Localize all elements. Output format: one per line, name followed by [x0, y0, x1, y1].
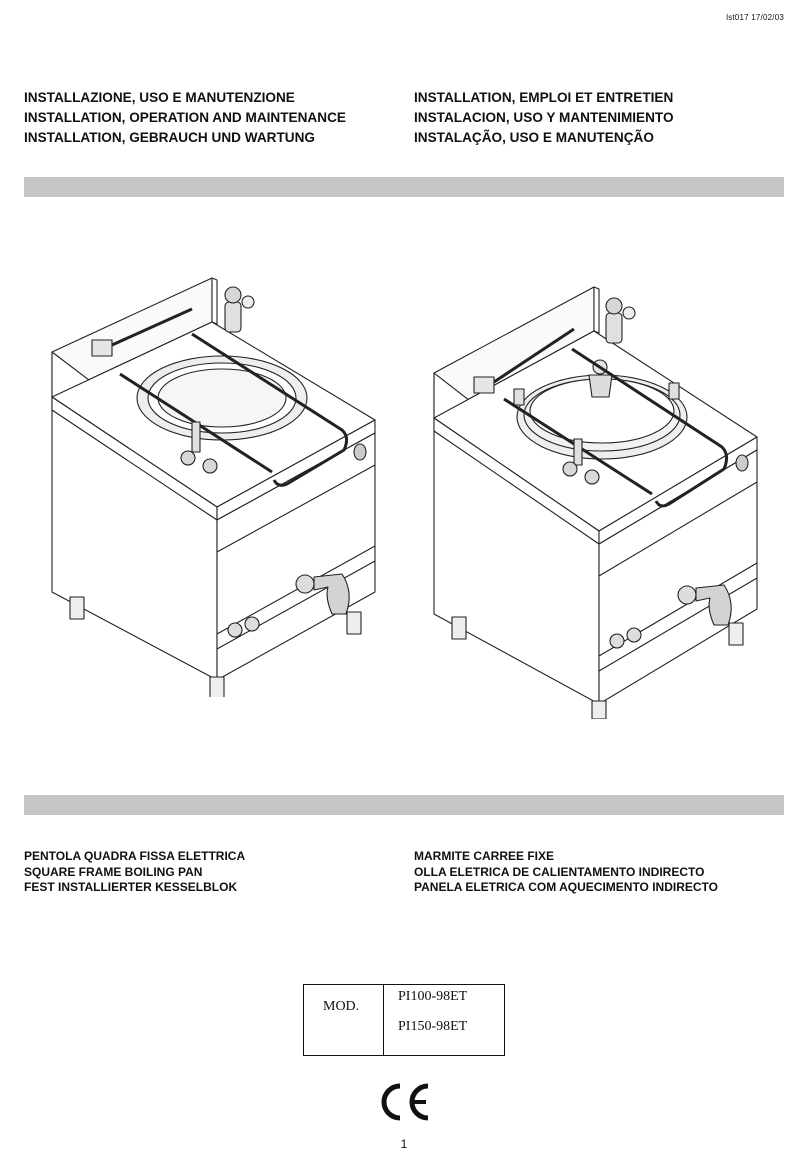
page-number: 1	[400, 1137, 408, 1151]
bottom-divider-band	[24, 795, 784, 815]
boiling-pan-illustration-lidded	[424, 279, 764, 719]
boiling-pan-illustration-open	[42, 262, 382, 697]
document-code: lst017 17/02/03	[726, 13, 784, 22]
product-name-block-left	[24, 849, 245, 896]
top-divider-band	[24, 177, 784, 197]
ce-mark-icon	[376, 1082, 432, 1122]
product-name-de: FEST INSTALLIERTER KESSELBLOK	[24, 880, 238, 894]
product-name-block-right	[414, 849, 718, 896]
product-name-it: PENTOLA QUADRA FISSA ELETTRICA	[24, 849, 246, 863]
title-line-de: INSTALLATION, GEBRAUCH UND WARTUNG	[24, 130, 315, 145]
title-block-right	[414, 88, 674, 148]
product-name-pt: PANELA ELETRICA COM AQUECIMENTO INDIRECTO	[414, 880, 719, 894]
title-line-it: INSTALLAZIONE, USO E MANUTENZIONE	[24, 90, 295, 105]
title-line-en: INSTALLATION, OPERATION AND MAINTENANCE	[24, 110, 346, 125]
model-code: PI150-98ET	[398, 1019, 468, 1034]
model-code: PI100-98ET	[398, 989, 468, 1004]
product-name-en: SQUARE FRAME BOILING PAN	[24, 864, 203, 879]
title-line-es: INSTALACION, USO Y MANTENIMIENTO	[414, 110, 674, 125]
model-label-cell	[304, 985, 384, 1055]
product-name-fr: MARMITE CARREE FIXE	[414, 849, 555, 863]
product-name-es: OLLA ELETRICA DE CALIENTAMENTO INDIRECTO	[414, 864, 705, 879]
title-line-pt: INSTALAÇÃO, USO E MANUTENÇÃO	[414, 130, 654, 145]
title-block-left	[24, 88, 346, 148]
model-table	[303, 984, 505, 1056]
model-label: MOD.	[323, 999, 360, 1014]
title-line-fr: INSTALLATION, EMPLOI ET ENTRETIEN	[414, 90, 674, 105]
